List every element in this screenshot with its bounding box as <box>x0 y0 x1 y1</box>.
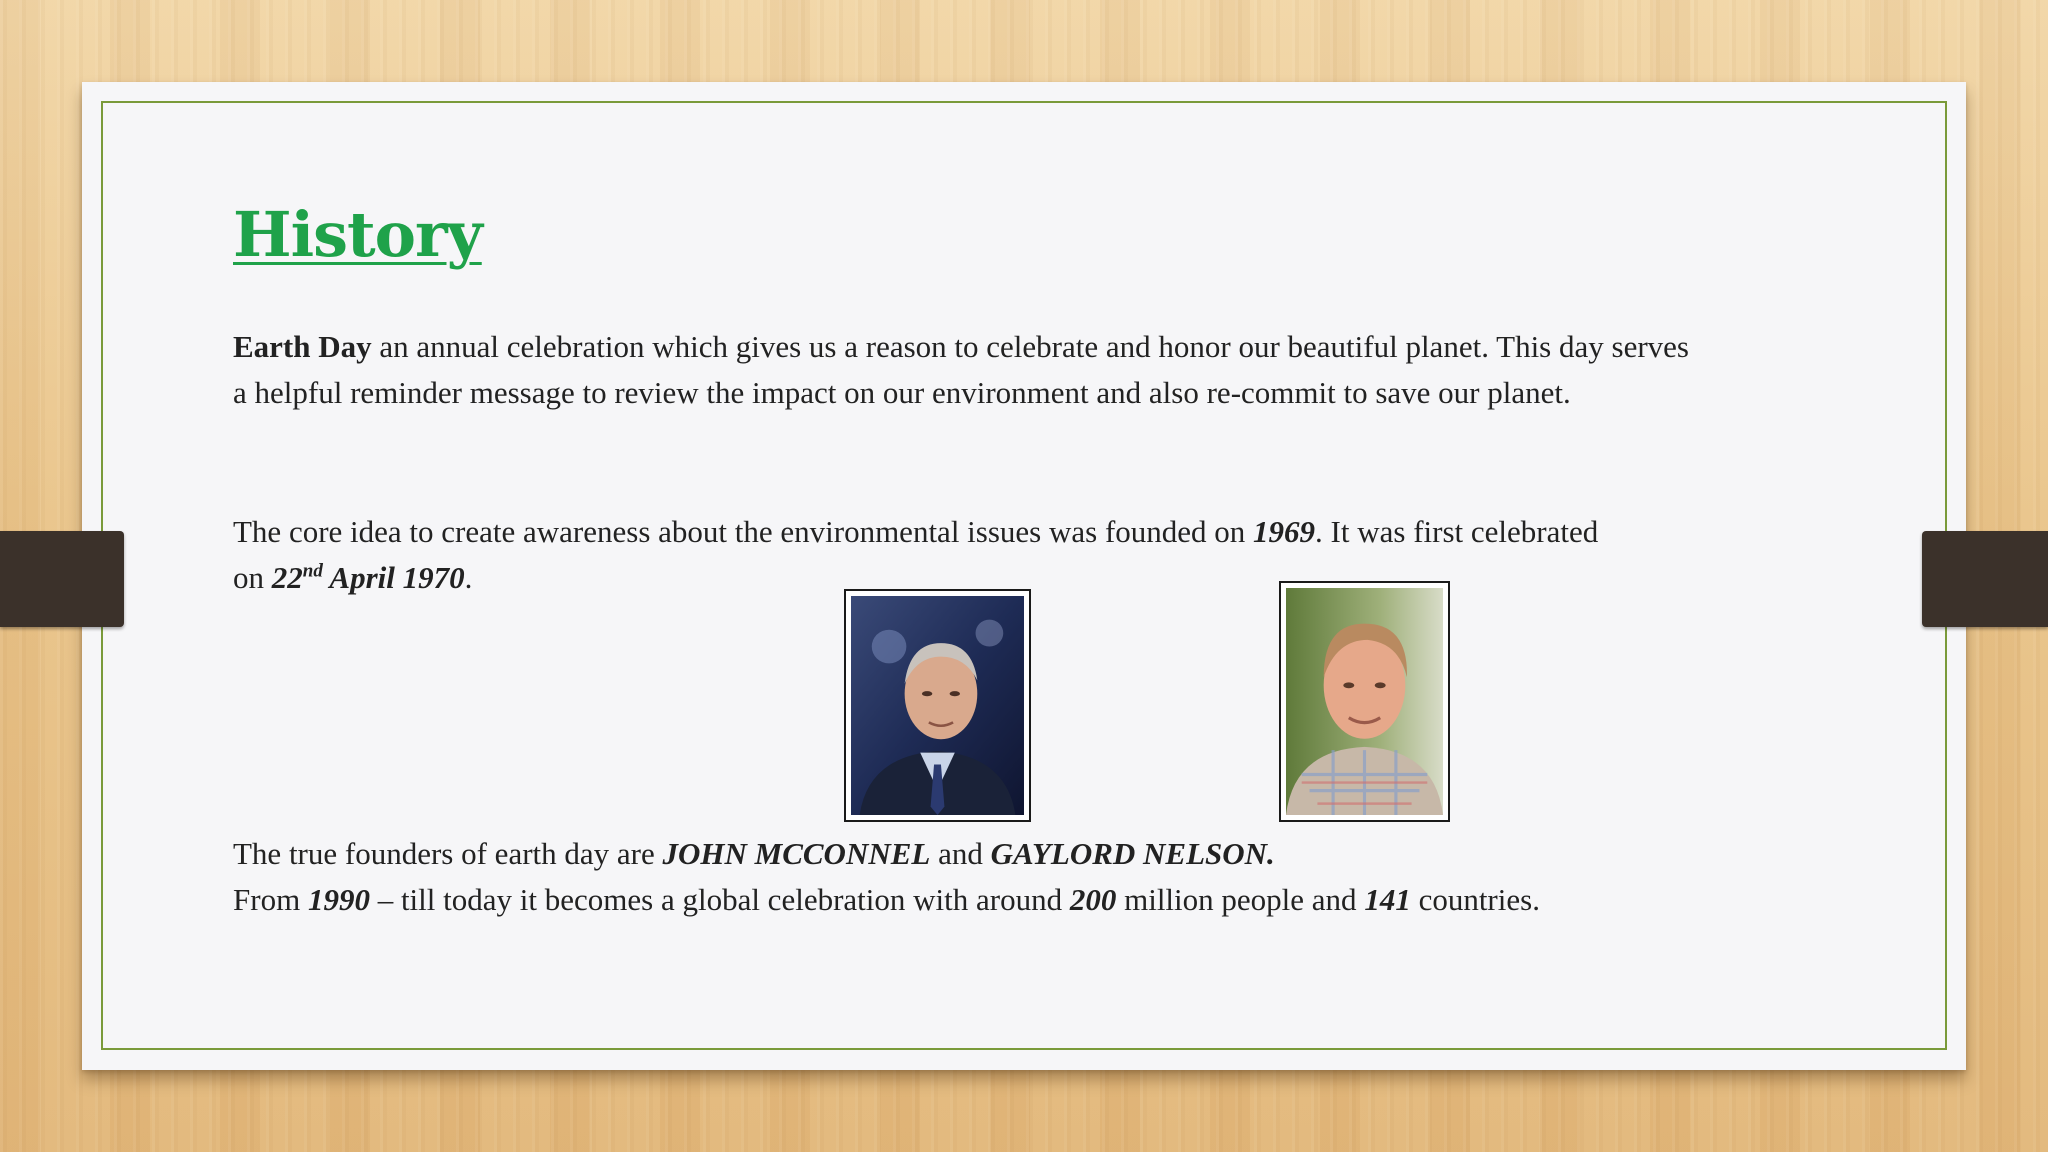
binder-clip-right <box>1922 531 2048 627</box>
founders-text-5: million people and <box>1116 882 1365 917</box>
binder-clip-left <box>0 531 124 627</box>
founders-text-4: – till today it becomes a global celebration with around <box>369 882 1070 917</box>
founded-year: 1969 <box>1253 514 1316 549</box>
countries-count: 141 <box>1364 882 1411 917</box>
portrait-john-mcconnel <box>844 589 1031 822</box>
founder-name-1: JOHN MCCONNEL <box>662 836 931 871</box>
date-ordinal: nd <box>302 560 323 582</box>
date-month-year: April 1970 <box>322 560 465 595</box>
intro-text: an annual celebration which gives us a reason to celebrate and honor our beautiful planet. This day serves a helpful reminder message to review the impact on our environment and also re-commit to save our planet. <box>233 329 1689 410</box>
earth-day-term: Earth Day <box>233 329 372 364</box>
origin-text-1: The core idea to create awareness about the environmental issues was founded on <box>233 514 1254 549</box>
paragraph-founders <box>233 831 1633 923</box>
origin-text-2: . It was first celebrated on <box>233 514 1599 595</box>
founders-text-6: countries. <box>1410 882 1540 917</box>
slide-title: History <box>233 198 482 271</box>
origin-text-3: . <box>464 560 473 595</box>
portrait-image-1 <box>851 596 1024 815</box>
people-count: 200 <box>1069 882 1117 917</box>
founders-text-2: and <box>930 836 991 871</box>
paragraph-intro <box>233 324 1693 416</box>
global-year: 1990 <box>307 882 370 917</box>
first-celebration-date <box>272 560 465 595</box>
founders-text-3: From <box>233 882 308 917</box>
founders-text-1: The true founders of earth day are <box>233 836 663 871</box>
founder-name-2: GAYLORD NELSON. <box>990 836 1275 871</box>
portrait-gaylord-nelson <box>1279 581 1450 822</box>
portrait-image-2 <box>1286 588 1443 815</box>
date-day: 22 <box>271 560 303 595</box>
